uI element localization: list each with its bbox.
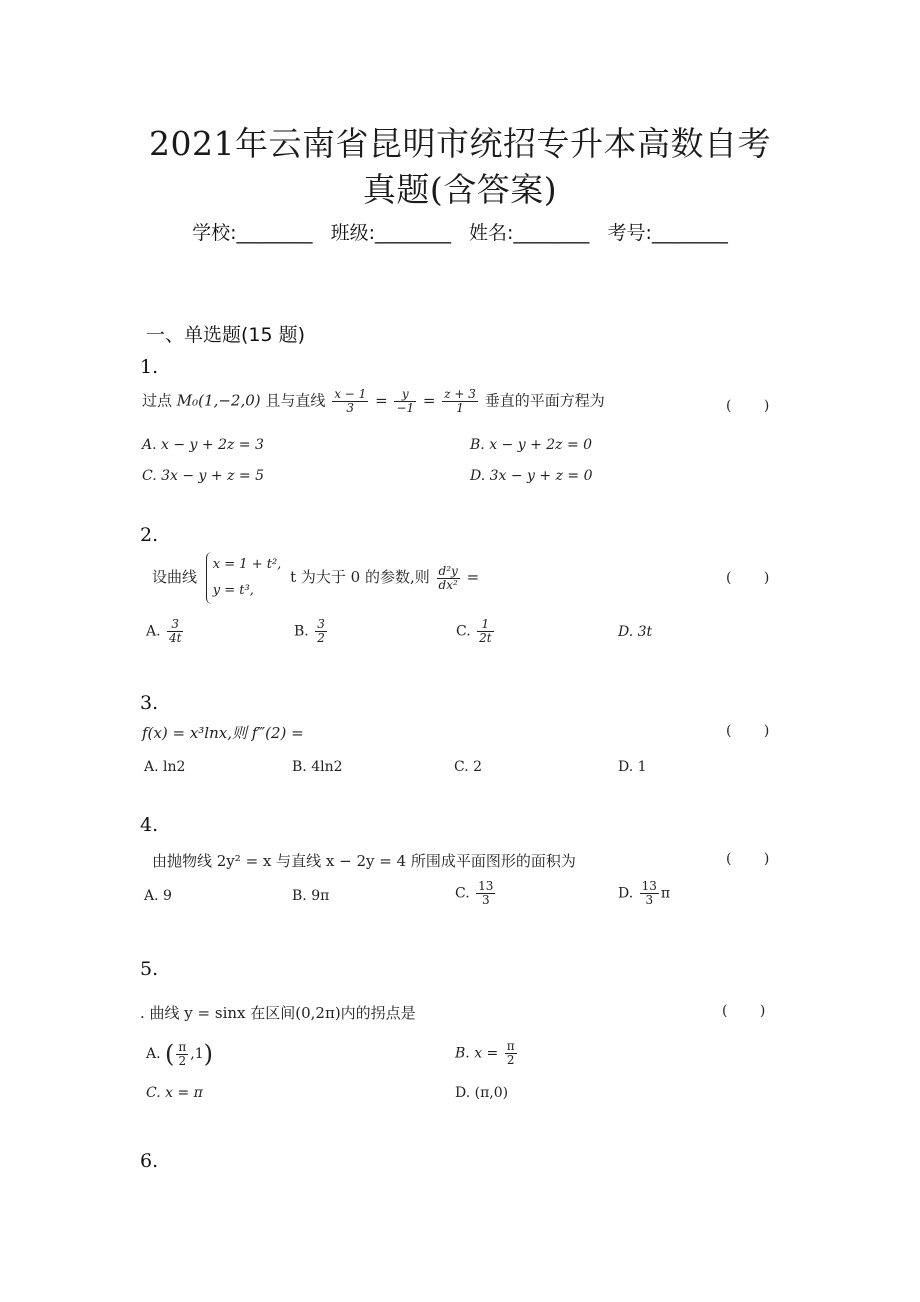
- q4-option-b: B. 9π: [292, 888, 330, 904]
- q4-option-c: C. $\frac{13}{3}$: [455, 879, 494, 907]
- q1-fraction-2: $\frac{y}{-1}$: [396, 387, 415, 415]
- q2-option-d: D. 3t: [618, 624, 653, 640]
- q3-answer-paren: ( ): [726, 723, 784, 739]
- q3-option-b: B. 4ln2: [292, 759, 343, 775]
- q5-option-c: C. x = π: [146, 1085, 203, 1101]
- question-3-number: 3.: [140, 692, 159, 714]
- info-id: 考号:________: [607, 222, 728, 244]
- q1-equals-2: =: [422, 391, 436, 410]
- q2-stem-post: =: [466, 568, 480, 586]
- question-6-number: 6.: [140, 1150, 159, 1172]
- q5-option-d: D. (π,0): [455, 1085, 509, 1101]
- question-2-number: 2.: [140, 524, 159, 546]
- q4-answer-paren: ( ): [726, 851, 784, 867]
- q1-equals-1: =: [375, 391, 388, 410]
- q1-stem-post: 垂直的平面方程为: [484, 391, 605, 410]
- q3-option-c: C. 2: [454, 759, 483, 775]
- q1-point: M₀(1,−2,0): [176, 391, 261, 410]
- q2-option-c: C. $\frac{1}{2t}$: [456, 617, 492, 645]
- info-name: 姓名:________: [469, 222, 590, 244]
- q2-option-b: B. $\frac{3}{2}$: [294, 617, 325, 645]
- q4-option-d: D. $\frac{13}{3}$ π: [618, 879, 671, 907]
- q2-stem-pre: 设曲线: [152, 568, 198, 586]
- q5-option-a: A. ( $\frac{\pi}{2}$ ,1): [146, 1039, 214, 1068]
- q2-equation-system: x = 1 + t², y = t³,: [206, 552, 282, 604]
- question-5-number: 5.: [140, 958, 159, 980]
- q1-stem-mid: 且与直线: [265, 391, 326, 410]
- q2-derivative: $\frac{\text{d²y}}{\text{dx²}}$: [438, 563, 458, 592]
- question-3-stem: f(x) = x³lnx,则 f‴(2) =: [142, 724, 304, 742]
- info-class: 班级:________: [330, 222, 451, 244]
- q5-answer-paren: ( ): [722, 1003, 780, 1019]
- q1-option-d: D. 3x − y + z = 0: [470, 468, 593, 484]
- q2-answer-paren: ( ): [726, 570, 784, 586]
- question-4-number: 4.: [140, 814, 159, 836]
- q1-option-a: A. x − y + 2z = 3: [142, 437, 264, 453]
- q2-stem-mid: t 为大于 0 的参数,则: [290, 568, 430, 586]
- doc-title-line2: 真题(含答案): [362, 170, 558, 209]
- student-info-line: [0, 218, 920, 245]
- q3-option-d: D. 1: [618, 759, 647, 775]
- question-1-stem: [142, 388, 605, 415]
- section-heading: 一、单选题(15 题): [146, 324, 306, 346]
- doc-title-line1: 2021年云南省昆明市统招专升本高数自考: [149, 124, 771, 163]
- info-school: 学校:________: [192, 222, 313, 244]
- question-5-stem: . 曲线 y = sinx 在区间(0,2π)内的拐点是: [140, 1004, 416, 1022]
- q2-option-a: A. $\frac{3}{4t}$: [146, 617, 182, 645]
- q1-fraction-1: $\frac{x - 1}{3}$: [334, 387, 367, 415]
- q4-option-a: A. 9: [144, 888, 172, 904]
- question-2-stem: [152, 552, 479, 604]
- q1-stem-pre: 过点: [142, 391, 173, 410]
- question-4-stem: 由抛物线 2y² = x 与直线 x − 2y = 4 所围成平面图形的面积为: [152, 852, 576, 870]
- q1-fraction-3: $\frac{z + 3}{1}$: [444, 387, 476, 415]
- q1-option-b: B. x − y + 2z = 0: [470, 437, 593, 453]
- q1-answer-paren: ( ): [726, 398, 784, 414]
- q3-option-a: A. ln2: [144, 759, 186, 775]
- q5-option-b: B. x = $\frac{\pi}{2}$: [455, 1039, 515, 1067]
- q1-option-c: C. 3x − y + z = 5: [142, 468, 265, 484]
- question-1-number: 1.: [140, 356, 159, 378]
